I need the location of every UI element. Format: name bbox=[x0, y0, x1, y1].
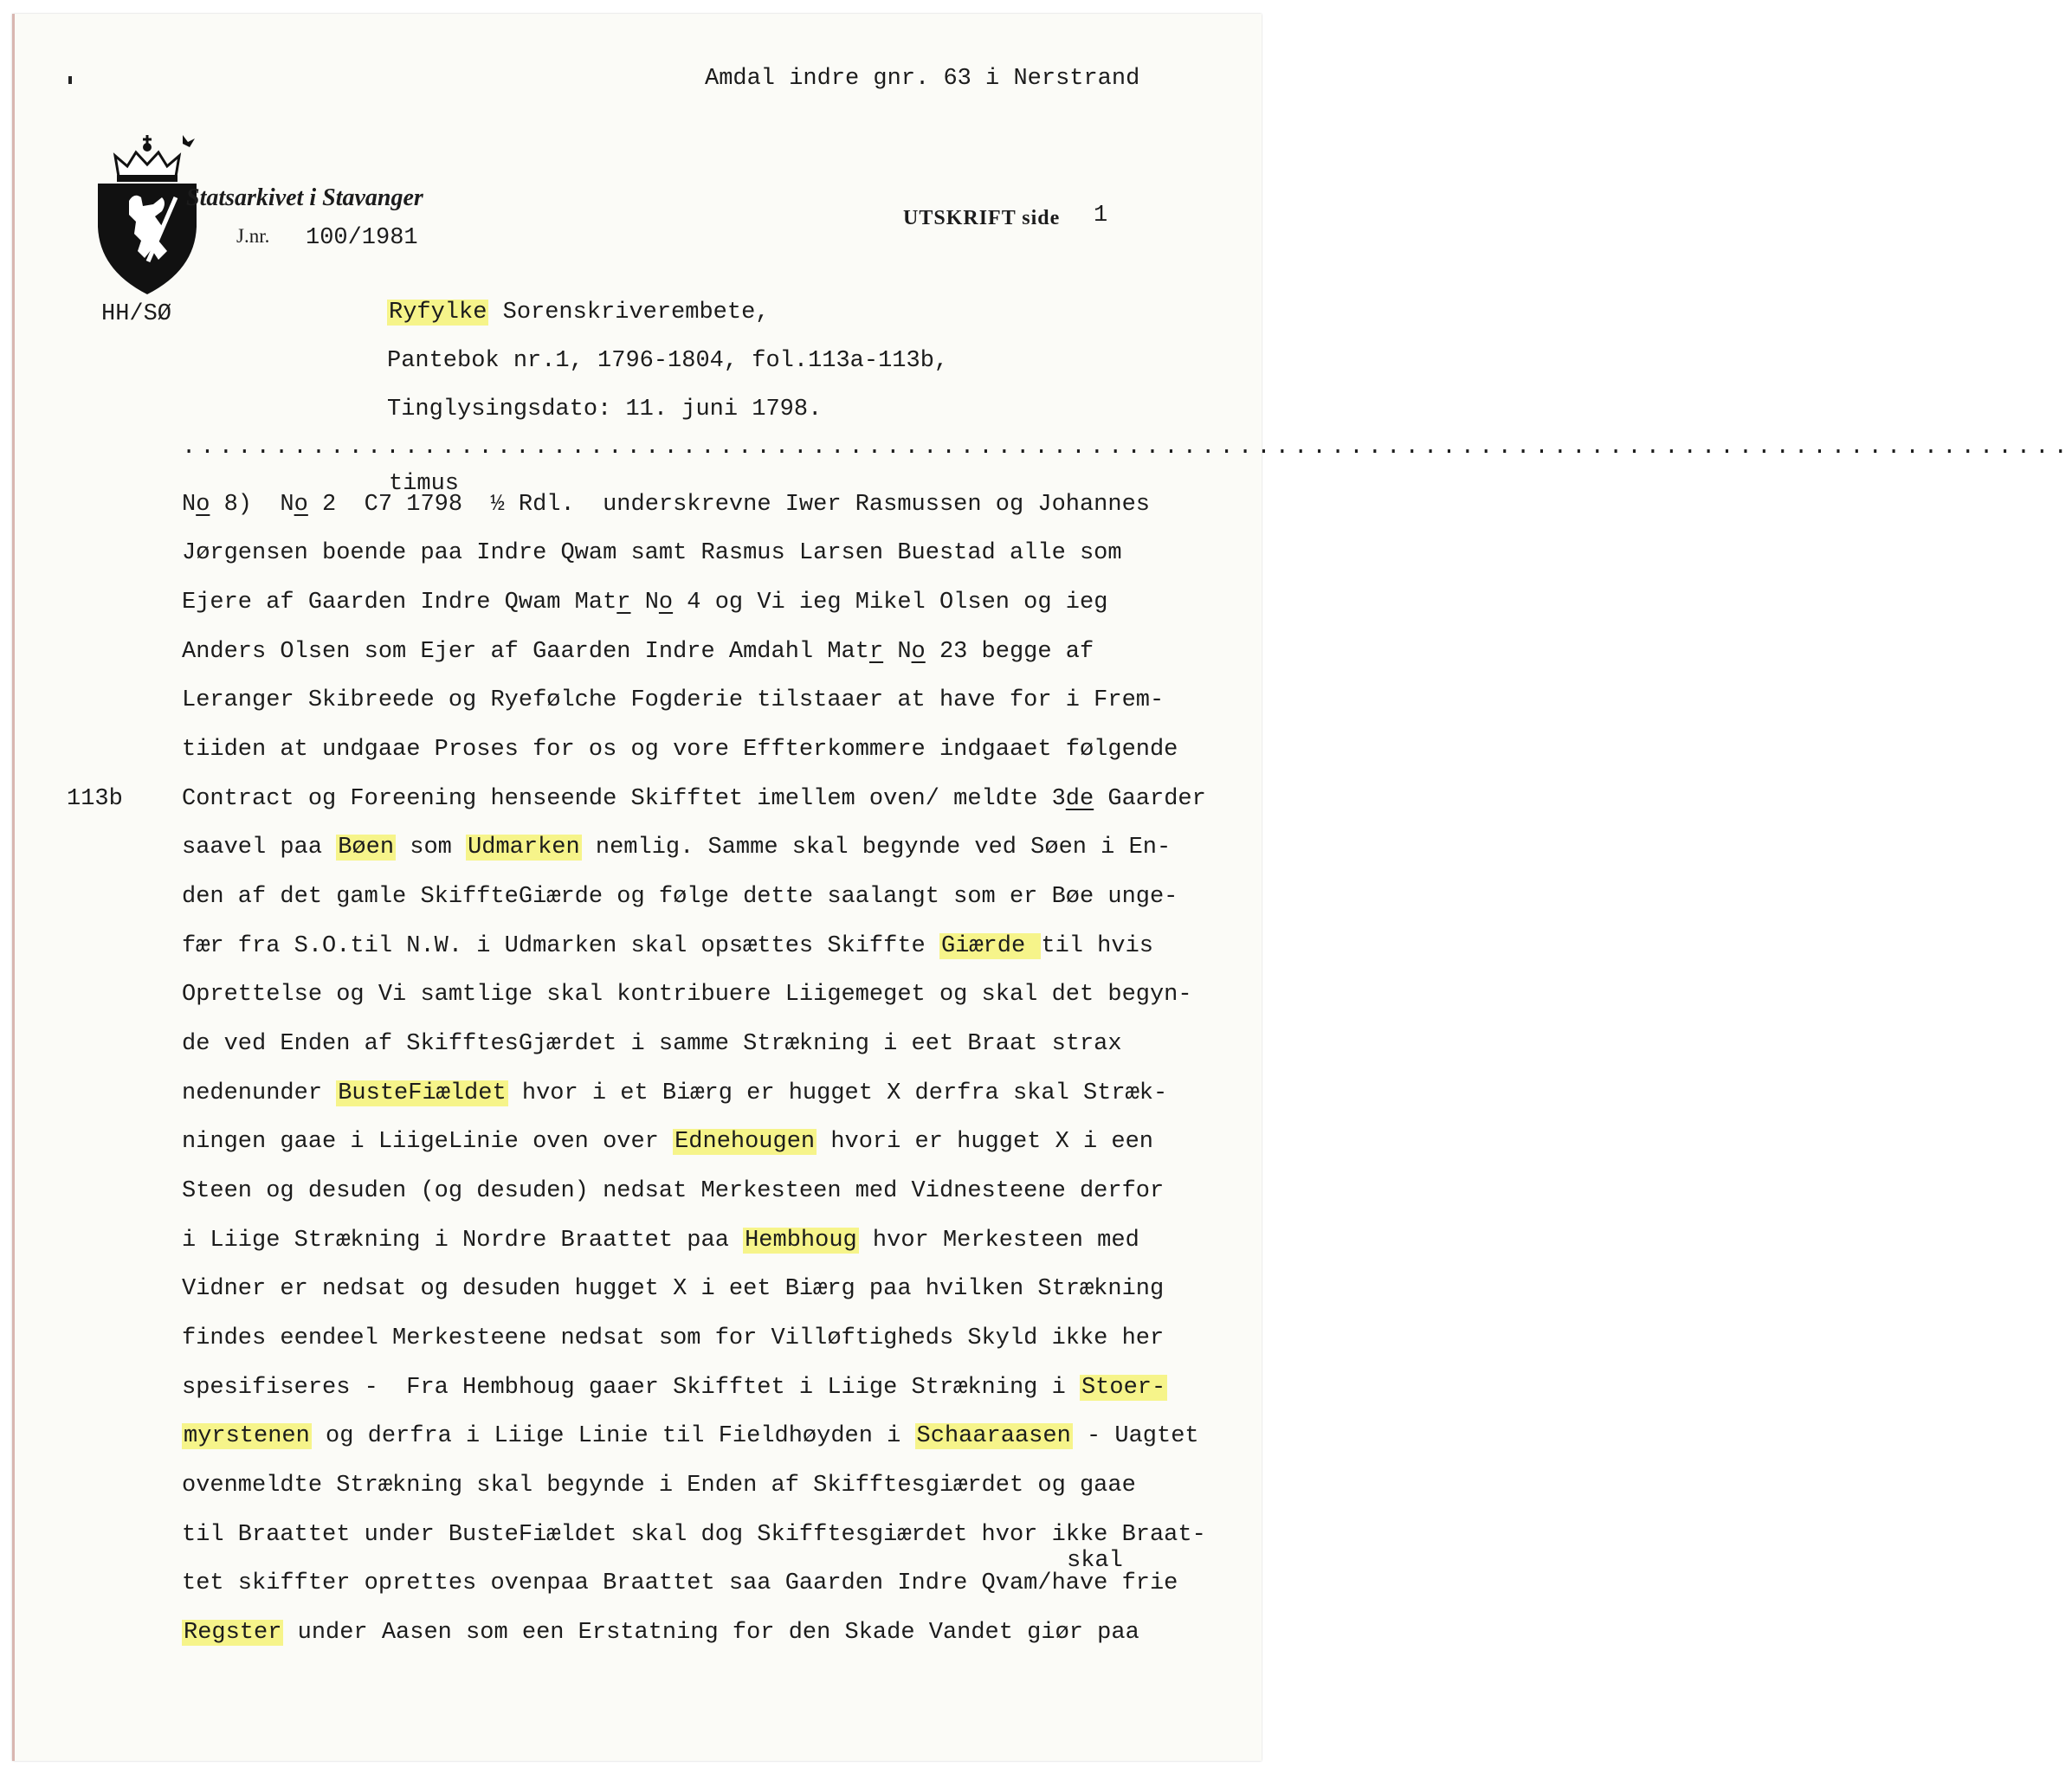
top-right-title: Amdal indre gnr. 63 i Nerstrand bbox=[705, 66, 1140, 92]
body-line-3: Ejere af Gaarden Indre Qwam Matr No 4 og Vi ieg Mikel Olsen og ieg bbox=[182, 590, 1108, 616]
body-line-13: nedenunder BusteFiældet hvor i et Biærg er hugget X derfra skal Stræk- bbox=[182, 1080, 1168, 1106]
tick-mark bbox=[68, 76, 72, 84]
highlight-udmarken: Udmarken bbox=[468, 835, 580, 861]
margin-note: 113b bbox=[67, 786, 123, 812]
document-page bbox=[12, 14, 2072, 1761]
coat-of-arms-icon bbox=[93, 132, 197, 296]
body-line-2: Jørgensen boende paa Indre Qwam samt Rasmus Larsen Buestad alle som bbox=[182, 540, 1122, 566]
highlight-hembhoug: Hembhoug bbox=[745, 1228, 857, 1254]
dotted-separator: ...................................................................................................... bbox=[182, 435, 2072, 461]
body-line-6: tiiden at undgaae Proses for os og vore Effterkommere indgaaet følgende bbox=[182, 737, 1178, 763]
body-line-10: fær fra S.O.til N.W. i Udmarken skal opsættes Skiffte Giærde til hvis bbox=[182, 933, 1153, 959]
source-line-2: Pantebok nr.1, 1796-1804, fol.113a-113b, bbox=[387, 348, 949, 374]
body-line-14: ningen gaae i LiigeLinie oven over Ednehougen hvori er hugget X i een bbox=[182, 1129, 1153, 1155]
source-line-3: Tinglysingsdato: 11. juni 1798. bbox=[387, 397, 823, 422]
page-number: 1 bbox=[1094, 203, 1108, 229]
superscript-skal: skal bbox=[1067, 1548, 1123, 1574]
body-line-5: Leranger Skibreede og Ryefølche Fogderie tilstaaer at have for i Frem- bbox=[182, 687, 1165, 713]
body-line-11: Oprettelse og Vi samtlige skal kontribuere Liigemeget og skal det begyn- bbox=[182, 982, 1192, 1008]
body-line-17: Vidner er nedsat og desuden hugget X i eet Biærg paa hvilken Strækning bbox=[182, 1276, 1165, 1302]
body-line-24: Regster under Aasen som een Erstatning for den Skade Vandet giør paa bbox=[184, 1620, 1139, 1646]
highlight-boen: Bøen bbox=[338, 835, 395, 861]
initials: HH/SØ bbox=[101, 301, 172, 327]
highlight-ednehougen: Ednehougen bbox=[675, 1129, 816, 1155]
body-line-7: Contract og Foreening henseende Skifftet imellem oven/ meldte 3de Gaarder bbox=[182, 786, 1206, 812]
body-line-21: ovenmeldte Strækning skal begynde i Enden af Skifftesgiærdet og gaae bbox=[182, 1473, 1136, 1499]
highlight-stoer: Stoer- bbox=[1081, 1375, 1166, 1401]
archive-name: Statsarkivet i Stavanger bbox=[186, 184, 423, 211]
body-line-18: findes eendeel Merkesteene nedsat som for Villøftigheds Skyld ikke her bbox=[182, 1325, 1165, 1351]
jnr-value: 100/1981 bbox=[306, 225, 418, 251]
highlight-bustefiaeldet: BusteFiældet bbox=[338, 1080, 507, 1106]
highlight-myrstenen: myrstenen bbox=[184, 1423, 310, 1449]
highlight-ryfylke: Ryfylke bbox=[389, 300, 487, 326]
source-line-1: Ryfylke Sorenskriverembete, bbox=[389, 300, 770, 326]
superscript-timus: timus bbox=[389, 471, 460, 497]
body-line-9: den af det gamle SkiffteGiærde og følge dette saalangt som er Bøe unge- bbox=[182, 884, 1178, 910]
body-line-1: No 8) No 2 C7 1798 ½ Rdl. underskrevne Iwer Rasmussen og Johannes bbox=[182, 492, 1150, 518]
body-line-23: tet skiffter oprettes ovenpaa Braattet saa Gaarden Indre Qvam/have frie bbox=[182, 1570, 1178, 1596]
body-line-20: myrstenen og derfra i Liige Linie til Fieldhøyden i Schaaraasen - Uagtet bbox=[184, 1423, 1199, 1449]
highlight-giaerde: Giærde bbox=[940, 933, 1040, 959]
utskrift-label: UTSKRIFT side bbox=[903, 207, 1061, 229]
jnr-label: J.nr. bbox=[236, 225, 270, 247]
body-line-16: i Liige Strækning i Nordre Braattet paa Hembhoug hvor Merkesteen med bbox=[182, 1228, 1139, 1254]
body-line-8: saavel paa Bøen som Udmarken nemlig. Samme skal begynde ved Søen i En- bbox=[182, 835, 1172, 861]
body-line-12: de ved Enden af SkifftesGjærdet i samme Strækning i eet Braat strax bbox=[182, 1031, 1122, 1057]
highlight-schaaraasen: Schaaraasen bbox=[916, 1423, 1071, 1449]
body-line-19: spesifiseres - Fra Hembhoug gaaer Skifftet i Liige Strækning i Stoer- bbox=[182, 1375, 1166, 1401]
body-line-15: Steen og desuden (og desuden) nedsat Merkesteen med Vidnesteene derfor bbox=[182, 1178, 1165, 1204]
highlight-regster: Regster bbox=[184, 1620, 282, 1646]
body-line-22: til Braattet under BusteFiældet skal dog Skifftesgiærdet hvor ikke Braat- bbox=[182, 1522, 1206, 1548]
body-line-4: Anders Olsen som Ejer af Gaarden Indre Amdahl Matr No 23 begge af bbox=[182, 639, 1094, 665]
